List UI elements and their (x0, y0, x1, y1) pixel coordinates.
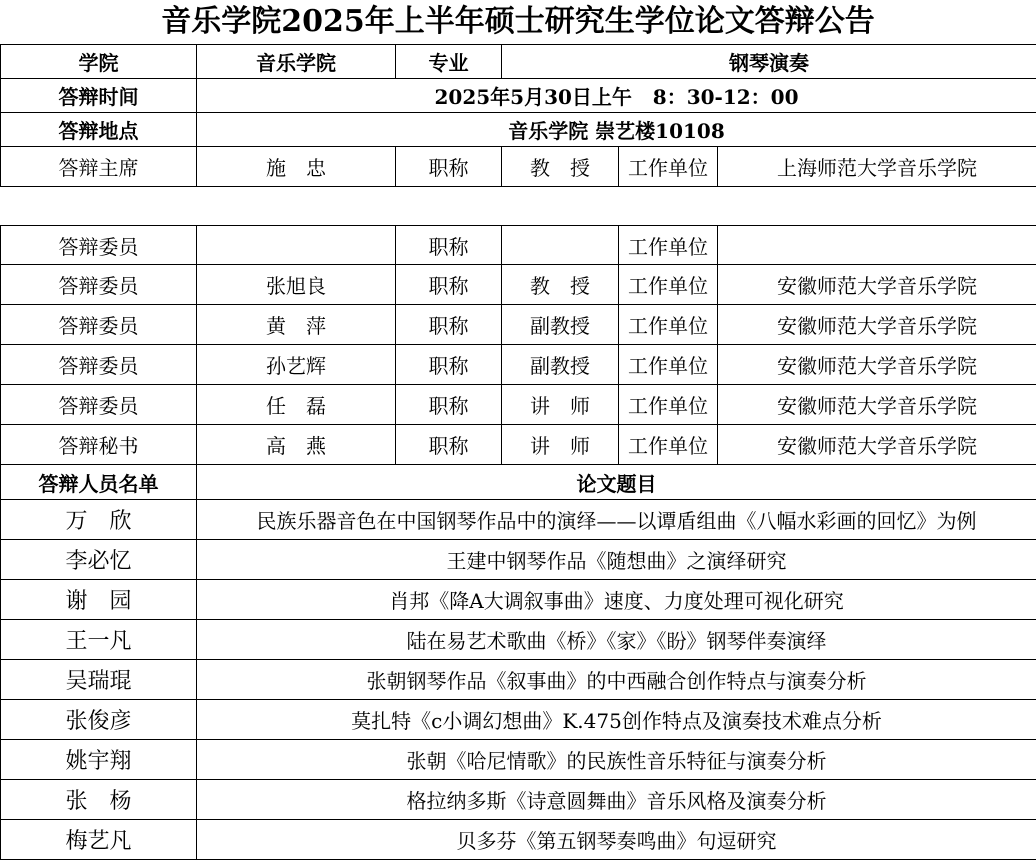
defender-row (1, 660, 1036, 700)
thesis-topic: 民族乐器音色在中国钢琴作品中的演绎——以谭盾组曲《八幅水彩画的回忆》为例 (197, 500, 1036, 540)
committee-title-label: 职称 (396, 147, 502, 187)
committee-unit: 安徽师范大学音乐学院 (718, 305, 1036, 345)
committee-role: 答辩秘书 (1, 425, 197, 465)
defender-row (1, 580, 1036, 620)
defense-table (0, 44, 1036, 860)
thesis-topic: 贝多芬《第五钢琴奏鸣曲》句逗研究 (197, 820, 1036, 860)
college-label: 学院 (1, 45, 197, 79)
committee-title-label: 职称 (396, 305, 502, 345)
place-label: 答辩地点 (1, 113, 197, 147)
committee-title-label: 职称 (396, 265, 502, 305)
defender-name: 谢 园 (1, 580, 197, 620)
committee-title: 讲 师 (502, 385, 619, 425)
committee-title: 教 授 (502, 147, 619, 187)
committee-title (502, 226, 619, 265)
defender-name: 张俊彦 (1, 700, 197, 740)
committee-unit-label: 工作单位 (619, 345, 718, 385)
defender-row (1, 700, 1036, 740)
committee-name: 黄 萍 (197, 305, 396, 345)
committee-title-label: 职称 (396, 385, 502, 425)
committee-role: 答辩委员 (1, 305, 197, 345)
time-value: 2025年5月30日上午 8：30-12：00 (197, 79, 1036, 113)
committee-row (1, 345, 1036, 385)
committee-name: 孙艺辉 (197, 345, 396, 385)
defender-name: 万 欣 (1, 500, 197, 540)
thesis-topic: 陆在易艺术歌曲《桥》《家》《盼》钢琴伴奏演绎 (197, 620, 1036, 660)
committee-name: 高 燕 (197, 425, 396, 465)
committee-unit-label: 工作单位 (619, 305, 718, 345)
defender-row (1, 620, 1036, 660)
committee-unit: 安徽师范大学音乐学院 (718, 425, 1036, 465)
committee-row (1, 147, 1036, 187)
college-value: 音乐学院 (197, 45, 396, 79)
committee-unit: 安徽师范大学音乐学院 (718, 265, 1036, 305)
thesis-topic: 张朝《哈尼情歌》的民族性音乐特征与演奏分析 (197, 740, 1036, 780)
committee-title: 教 授 (502, 265, 619, 305)
committee-role: 答辩委员 (1, 345, 197, 385)
committee-row (1, 385, 1036, 425)
defender-name: 梅艺凡 (1, 820, 197, 860)
committee-role: 答辩主席 (1, 147, 197, 187)
committee-name: 张旭良 (197, 265, 396, 305)
thesis-topic: 莫扎特《c小调幻想曲》K.475创作特点及演奏技术难点分析 (197, 700, 1036, 740)
defender-row (1, 740, 1036, 780)
committee-name (197, 226, 396, 265)
info-row-college (1, 45, 1036, 79)
committee-row (1, 226, 1036, 265)
defender-row (1, 820, 1036, 860)
committee-role: 答辩委员 (1, 265, 197, 305)
committee-unit-label: 工作单位 (619, 385, 718, 425)
defender-name: 张 杨 (1, 780, 197, 820)
thesis-topic: 肖邦《降A大调叙事曲》速度、力度处理可视化研究 (197, 580, 1036, 620)
committee-name: 施 忠 (197, 147, 396, 187)
thesis-topic: 格拉纳多斯《诗意圆舞曲》音乐风格及演奏分析 (197, 780, 1036, 820)
committee-row (1, 425, 1036, 465)
info-row-time (1, 79, 1036, 113)
committee-title: 讲 师 (502, 425, 619, 465)
thesis-topic: 王建中钢琴作品《随想曲》之演绎研究 (197, 540, 1036, 580)
committee-unit: 安徽师范大学音乐学院 (718, 385, 1036, 425)
defender-name: 王一凡 (1, 620, 197, 660)
thesis-topic: 张朝钢琴作品《叙事曲》的中西融合创作特点与演奏分析 (197, 660, 1036, 700)
blank-cell (1, 187, 1036, 226)
committee-row (1, 265, 1036, 305)
committee-unit-label: 工作单位 (619, 425, 718, 465)
committee-row (1, 305, 1036, 345)
major-label: 专业 (396, 45, 502, 79)
defender-row (1, 500, 1036, 540)
major-value: 钢琴演奏 (502, 45, 1036, 79)
topics-header: 论文题目 (197, 465, 1036, 500)
info-row-place (1, 113, 1036, 147)
committee-name: 任 磊 (197, 385, 396, 425)
defender-name: 姚宇翔 (1, 740, 197, 780)
committee-role: 答辩委员 (1, 226, 197, 265)
committee-title-label: 职称 (396, 345, 502, 385)
names-header: 答辩人员名单 (1, 465, 197, 500)
committee-title: 副教授 (502, 345, 619, 385)
committee-title-label: 职称 (396, 425, 502, 465)
committee-unit-label: 工作单位 (619, 147, 718, 187)
committee-unit-label: 工作单位 (619, 226, 718, 265)
committee-unit-label: 工作单位 (619, 265, 718, 305)
committee-title-label: 职称 (396, 226, 502, 265)
committee-unit: 安徽师范大学音乐学院 (718, 345, 1036, 385)
committee-unit: 上海师范大学音乐学院 (718, 147, 1036, 187)
committee-unit (718, 226, 1036, 265)
blank-row (1, 187, 1036, 226)
place-value: 音乐学院 崇艺楼10108 (197, 113, 1036, 147)
page-title: 音乐学院2025年上半年硕士研究生学位论文答辩公告 (0, 0, 1036, 45)
defender-name: 吴瑞琨 (1, 660, 197, 700)
committee-title: 副教授 (502, 305, 619, 345)
list-header-row (1, 465, 1036, 500)
defender-row (1, 540, 1036, 580)
defender-row (1, 780, 1036, 820)
defender-name: 李必忆 (1, 540, 197, 580)
committee-role: 答辩委员 (1, 385, 197, 425)
time-label: 答辩时间 (1, 79, 197, 113)
